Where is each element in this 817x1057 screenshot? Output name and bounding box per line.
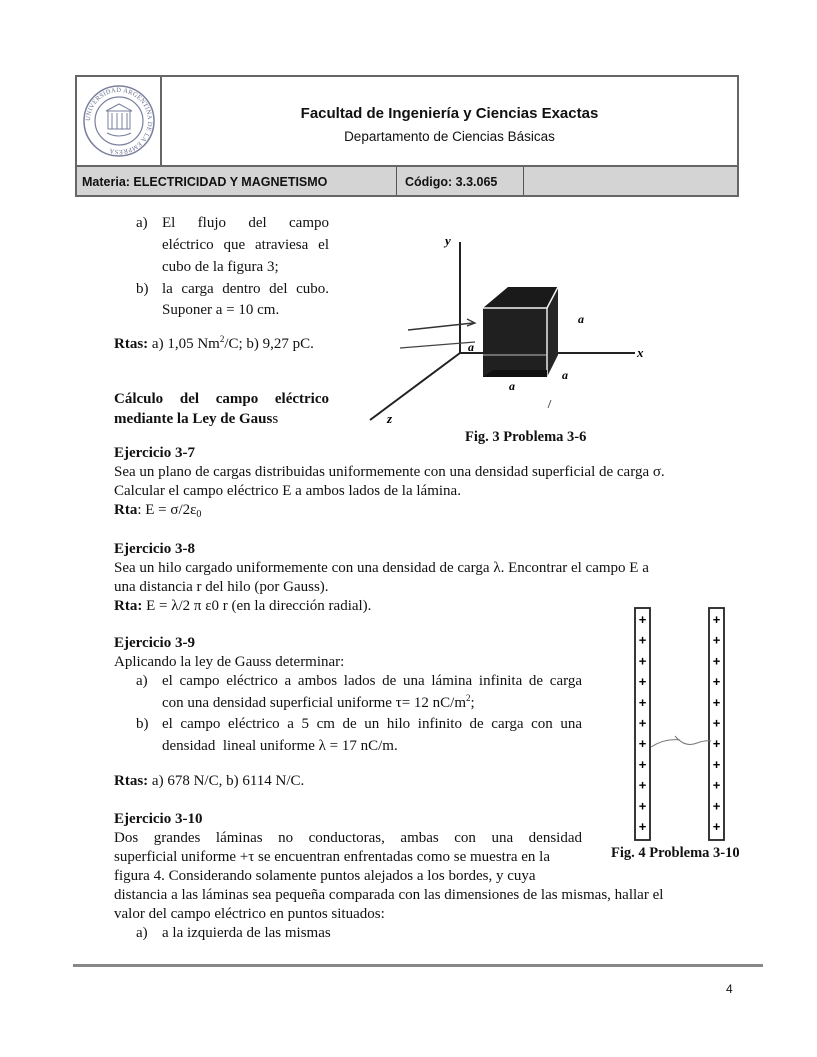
exercise-3-8-answer: [114, 597, 371, 616]
section-title-line: [114, 410, 278, 429]
answer-text: : E = σ/2ε: [137, 502, 197, 518]
left-plate-charge: +: [638, 756, 647, 772]
exercise-3-10-text: superficial uniforme +τ se encuentran enfrentadas como se muestra en la: [114, 849, 550, 865]
left-plate-charge: +: [638, 674, 647, 690]
section-title-text: Cálculo del campo eléctrico: [114, 391, 329, 407]
left-plate-charge: +: [638, 715, 647, 731]
left-plate-charge: +: [638, 819, 647, 834]
left-plate-charge: +: [638, 736, 647, 752]
item-text: con una densidad superficial uniforme τ= 12 nC/m: [162, 695, 466, 711]
exercise-title: Ejercicio 3-9: [114, 635, 195, 651]
superscript: 2: [466, 693, 471, 703]
problem-3-6-item-a-line: eléctrico que atraviesa el: [162, 237, 329, 253]
code-cell: Código: 3.3.065: [397, 167, 524, 195]
right-plate-charge: +: [712, 715, 721, 731]
right-plate-charge: +: [712, 612, 721, 627]
exercise-3-8-title: [114, 540, 195, 559]
problem-3-6-answer: [114, 335, 314, 354]
answer-text: E = λ/2 π ε0 r (en la dirección radial).: [142, 598, 372, 614]
exercise-3-10-item-a: a la izquierda de las mismas: [162, 925, 331, 941]
right-plate-charge: +: [712, 653, 721, 669]
exercise-3-10-title: [114, 810, 202, 829]
problem-3-6-item-a-line: cubo de la figura 3;: [162, 259, 279, 275]
exercise-3-10-text: figura 4. Considerando solamente puntos alejados a los bordes, y cuya: [114, 868, 536, 884]
document-header-table: [75, 75, 739, 197]
answer-label: Rta:: [114, 598, 143, 614]
exercise-title: Ejercicio 3-10: [114, 811, 203, 827]
axis-label-x: x: [637, 345, 644, 360]
exercise-3-10-text: distancia a las láminas sea pequeña comparada con las dimensiones de las mismas, hallar el: [114, 887, 664, 903]
z-axis: [370, 353, 460, 420]
right-plate-charge: +: [712, 819, 721, 834]
list-marker: a): [136, 215, 148, 231]
exercise-3-10-text: Dos grandes láminas no conductoras, ambas con una densidad: [114, 830, 582, 846]
edge-label-a: a: [562, 368, 568, 382]
right-plate-charge: +: [712, 632, 721, 648]
section-title-text: s: [272, 411, 279, 427]
exercise-3-9-item-a-line: [162, 694, 475, 713]
edge-label-a: a: [509, 379, 515, 393]
answer-label: Rta: [114, 502, 138, 518]
page-number: 4: [726, 982, 733, 996]
subject-cell: Materia: ELECTRICIDAD Y MAGNETISMO: [77, 167, 397, 195]
figure-4-caption: Fig. 4 Problema 3-10: [611, 845, 740, 861]
right-plate-charge: +: [712, 694, 721, 710]
answer-text: a) 678 N/C, b) 6114 N/C.: [148, 773, 305, 789]
exercise-3-8-text: Sea un hilo cargado uniformemente con una densidad de carga λ. Encontrar el campo E a: [114, 560, 649, 576]
department-name: Departamento de Ciencias Básicas: [344, 129, 555, 144]
exercise-3-9-answer: [114, 772, 304, 791]
exercise-3-10-text: valor del campo eléctrico en puntos situados:: [114, 906, 385, 922]
university-seal-logo: [77, 77, 162, 165]
subscript: 0: [196, 509, 202, 520]
answer-text: /C; b) 9,27 pC.: [224, 336, 314, 352]
axis-label-y: y: [445, 233, 451, 248]
exercise-3-9-title: [114, 634, 195, 653]
list-marker: a): [136, 673, 148, 689]
answer-text: a) 1,05 Nm: [148, 336, 220, 352]
item-text: ;: [470, 695, 475, 711]
left-plate-charge: +: [638, 653, 647, 669]
right-plate-charge: +: [712, 756, 721, 772]
footer-divider: [73, 964, 763, 967]
list-marker: b): [136, 716, 149, 732]
right-plate-charge: +: [712, 798, 721, 814]
left-plate-charge: +: [638, 777, 647, 793]
problem-3-6-item-a-line: El flujo del campo: [162, 215, 329, 231]
exercise-3-9-intro: Aplicando la ley de Gauss determinar:: [114, 654, 345, 670]
superscript: 2: [219, 334, 225, 344]
axis-label-z: z: [387, 411, 393, 426]
cube-top-face: [483, 287, 558, 308]
list-marker: b): [136, 281, 149, 297]
edge-label-a: a: [468, 340, 474, 354]
right-plate-charge: +: [712, 736, 721, 752]
logo-cell: [77, 77, 162, 165]
answer-label: Rtas:: [114, 773, 149, 789]
cube-front-face: [483, 308, 547, 377]
list-marker: a): [136, 925, 148, 941]
header-info-row: [77, 165, 737, 195]
exercise-title: Ejercicio 3-7: [114, 445, 195, 461]
section-title-text: mediante la Ley de Gaus: [114, 411, 273, 427]
empty-cell: [524, 167, 737, 195]
left-plate-charge: +: [638, 798, 647, 814]
exercise-3-9-item-a-line: el campo eléctrico a ambos lados de una lámina infinita de carga: [162, 673, 582, 689]
exercise-3-8-text: una distancia r del hilo (por Gauss).: [114, 579, 329, 595]
exercise-3-9-item-b-line: densidad lineal uniforme λ = 17 nC/m.: [162, 738, 398, 754]
exercise-3-7-text: Sea un plano de cargas distribuidas uniformemente con una densidad superficial de carga σ.: [114, 464, 665, 480]
problem-3-6-item-b-line: la carga dentro del cubo.: [162, 281, 329, 297]
figure-4-charged-plates: [625, 600, 745, 845]
answer-label: Rtas:: [114, 336, 149, 352]
exercise-title: Ejercicio 3-8: [114, 541, 195, 557]
exercise-3-7-answer: [114, 501, 201, 520]
right-plate-charge: +: [712, 674, 721, 690]
left-plate-charge: +: [638, 694, 647, 710]
exercise-3-9-item-b-line: el campo eléctrico a 5 cm de un hilo infinito de carga con una: [162, 716, 582, 732]
left-plate-charge: +: [638, 612, 647, 627]
svg-text:UNIVERSIDAD ARGENTINA DE LA EM: UNIVERSIDAD ARGENTINA DE LA EMPRESA: [84, 86, 154, 156]
figure-3-cube-diagram: [345, 215, 665, 430]
exercise-3-7-text: Calcular el campo eléctrico E a ambos lados de la lámina.: [114, 483, 461, 499]
figure-3-caption: Fig. 3 Problema 3-6: [465, 429, 587, 445]
right-plate-charge: +: [712, 777, 721, 793]
left-plate-charge: +: [638, 632, 647, 648]
problem-3-6-item-b-line: Suponer a = 10 cm.: [162, 302, 280, 318]
faculty-name: Facultad de Ingeniería y Ciencias Exactas: [300, 105, 599, 122]
exercise-3-7-title: [114, 444, 195, 463]
section-title-line: [114, 390, 329, 409]
header-title-cell: [162, 77, 737, 165]
edge-label-a: a: [578, 312, 584, 326]
